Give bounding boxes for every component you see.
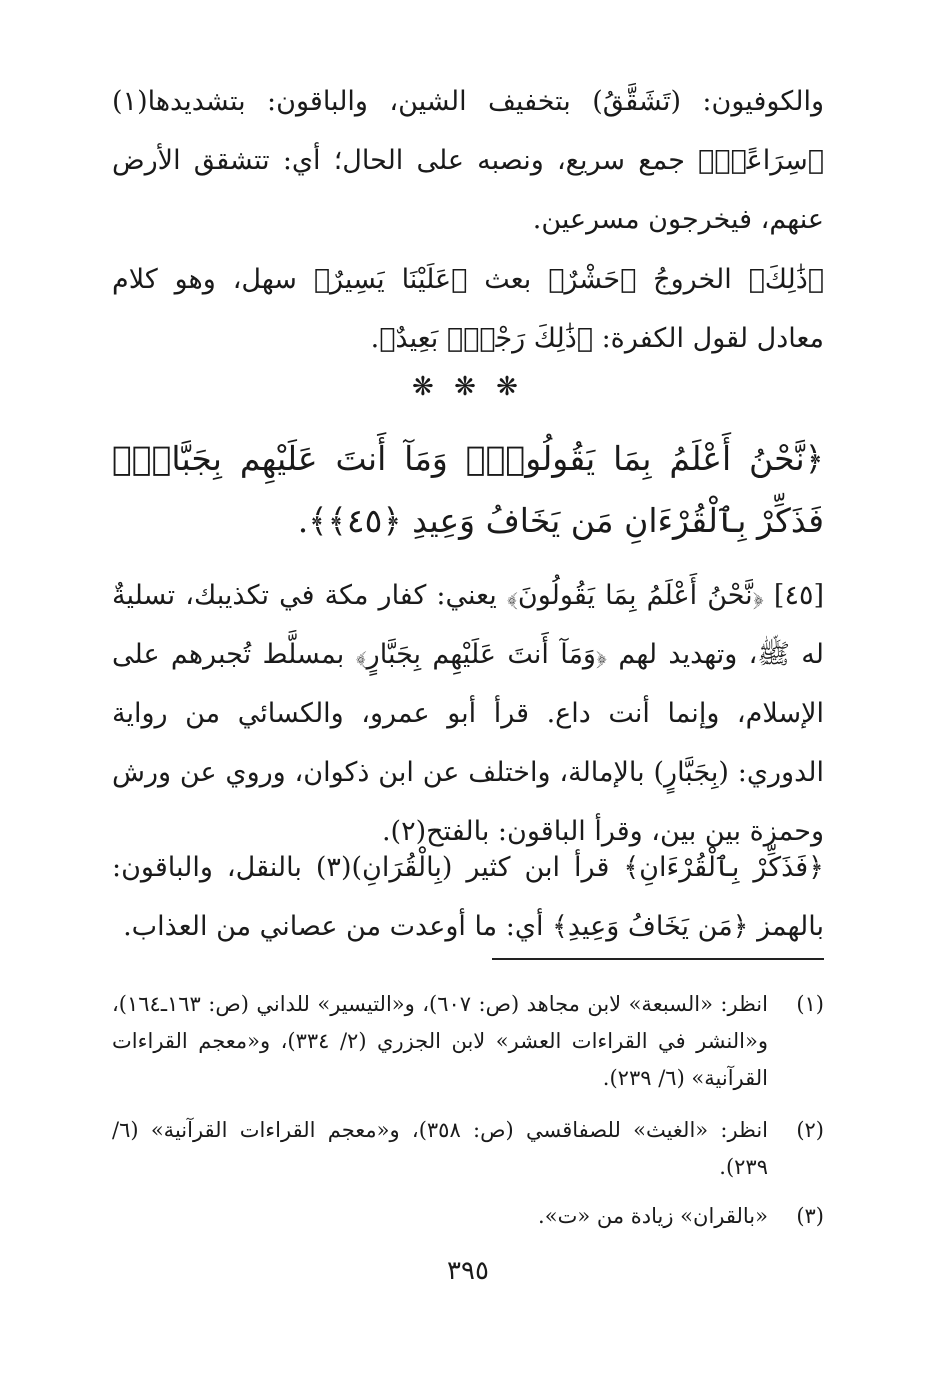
footnote-3	[112, 1198, 824, 1235]
footnote-3-number: (٣)	[796, 1204, 824, 1228]
section-separator: ❋ ❋ ❋	[412, 372, 524, 402]
paragraph-3-text: [٤٥] ﴿نَّحْنُ أَعْلَمُ بِمَا يَقُولُونَ﴾ يعني: كفار مكة في تكذيبك، تسليةٌ له ﷺ، وتهديد لهم ﴿وَمَآ أَنتَ عَلَيْهِم بِجَبَّارٍ﴾ بمسلَّط تُجبرهم على الإسلام، وإنما أنت داع. قرأ أبو عمرو، والكسائي من رواية الدوري: (بِجَبَّارٍ) بالإمالة، واختلف عن ابن ذكوان، وروي عن ورش وحمزة بين بين، وقرأ الباقون: بالفتح(٢).	[112, 580, 824, 847]
paragraph-4	[112, 838, 824, 956]
paragraph-1	[112, 72, 824, 249]
quran-verse-text: ﴿نَّحْنُ أَعْلَمُ بِمَا يَقُولُونَۖ وَمَآ أَنتَ عَلَيْهِم بِجَبَّارٍۖ فَذَكِّرْ بِٱلْقُرْءَانِ مَن يَخَافُ وَعِيدِ ﴿٤٥﴾﴾.	[112, 439, 824, 540]
paragraph-4-text: ﴿فَذَكِّرْ بِٱلْقُرْءَانِ﴾ قرأ ابن كثير (بِالْقُرَانِ)(٣) بالنقل، والباقون: بالهمز ﴿مَن يَخَافُ وَعِيدِ﴾ أي: ما أوعدت من عصاني من العذاب.	[112, 852, 824, 942]
paragraph-3	[112, 566, 824, 861]
paragraph-1-text: والكوفيون: (تَشَقَّقُ) بتخفيف الشين، والباقون: بتشديدها(١) ﴿سِرَاعًاۚ﴾ جمع سريع، ونصبه على الحال؛ أي: تتشقق الأرض عنهم، فيخرجون مسرعين.	[112, 86, 824, 235]
page-number: ٣٩٥	[447, 1256, 489, 1286]
footnote-3-text: «بالقران» زيادة من «ت».	[538, 1204, 768, 1228]
footnote-1-text: انظر: «السبعة» لابن مجاهد (ص: ٦٠٧)، و«التيسير» للداني (ص: ١٦٣ـ١٦٤)، و«النشر في القراءات العشر» لابن الجزري (٢/ ٣٣٤)، و«معجم القراءات القرآنية» (٦/ ٢٣٩).	[112, 992, 768, 1090]
paragraph-2	[112, 250, 824, 368]
paragraph-2-text: ﴿ذَٰلِكَ﴾ الخروجُ ﴿حَشْرٌ﴾ بعث ﴿عَلَيْنَا يَسِيرٌ﴾ سهل، وهو كلام معادل لقول الكفرة: ﴿ذَٰلِكَ رَجْعُۢ بَعِيدٌ﴾.	[112, 264, 824, 354]
footnote-2-number: (٢)	[796, 1118, 824, 1142]
quran-verse	[112, 428, 824, 552]
footnote-2	[112, 1112, 824, 1186]
footnote-1	[112, 986, 824, 1097]
footnote-divider	[492, 958, 824, 960]
footnote-1-number: (١)	[796, 992, 824, 1016]
footnote-2-text: انظر: «الغيث» للصفاقسي (ص: ٣٥٨)، و«معجم القراءات القرآنية» (٦/ ٢٣٩).	[112, 1118, 768, 1179]
